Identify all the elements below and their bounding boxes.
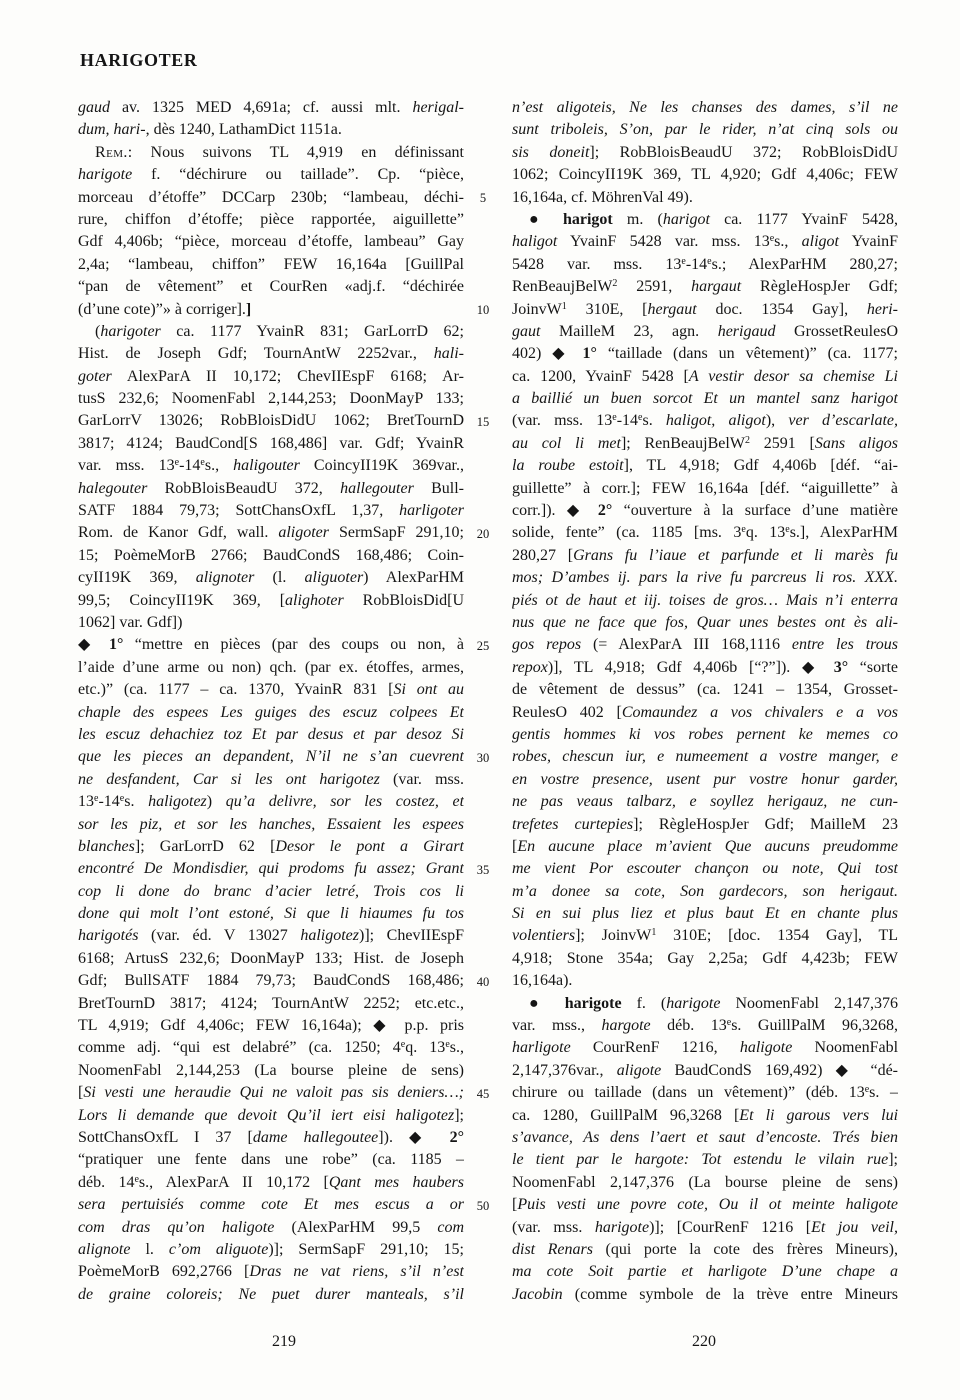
text-line: [En aucune place m’avient Que aucuns preudomme	[512, 837, 898, 855]
text-line: com dras qu’on haligote (AlexParHM 99,5 com	[78, 1218, 464, 1236]
text-line: sis doneit]; RobBloisBeaudU 372; RobBloisDidU	[512, 143, 898, 161]
text-line: NoomenFabl 2,144,253 (La bourse pleine de sens)	[78, 1061, 464, 1079]
text-line: sor les piz, et sor les hanches, Essaient les espees	[78, 815, 464, 833]
text-line: TL 4,919; Gdf 4,406c; FEW 16,164a); ◆ p.p. pris	[78, 1017, 464, 1035]
line-number: 50	[476, 1198, 490, 1213]
text-line: Hist. de Joseph Gdf; TournAntW 2252var., hali-	[78, 345, 464, 363]
text-line: dist Renars (qui porte la cote des frères Mineurs),	[512, 1240, 898, 1258]
text-line: chirure ou taillade (dans un vêtement)” (déb. 13es. –	[512, 1084, 898, 1102]
right-text-column	[512, 97, 898, 1306]
text-line: de vêtement de dessus” (ca. 1241 – 1354, Grosset-	[512, 681, 898, 699]
text-line: Jacobin (comme symbole de la trève entre Mineurs	[512, 1285, 898, 1303]
text-line: corr.]). ◆ 2° “ouverture à la surface d’une matière	[512, 502, 898, 520]
line-number: 20	[476, 526, 490, 541]
text-line: me vient Por escouter chançon ou note, Qui tost	[512, 860, 898, 878]
text-line: Gdf; BullSATF 1884 79,73; BaudCondS 168,486;	[78, 972, 464, 990]
text-line: done qui molt l’ont estoné, Si que li hiaumes fu tos	[78, 905, 464, 923]
text-line: 280,27 [Grans fu l’iaue et parfunde et li marès fu	[512, 546, 898, 564]
text-line: (var. mss. 13e-14es. haligot, aligot), ver d’escarlate,	[512, 412, 898, 430]
text-line: 3817; 4124; BaudCond[S 168,486] var. Gdf; YvainR	[78, 434, 464, 452]
text-line: chaple des espees Les guiges des escuz colpees Et	[78, 703, 464, 721]
text-line: 2,4a; “lambeau, chiffon” FEW 16,164a [GuillPal	[78, 255, 464, 273]
text-line: morceau d’étoffe” DCCarp 230b; “lambeau, déchi-	[78, 188, 464, 206]
text-line: Rom. de Kanor Gdf, wall. aligoter SermSapF 291,10;	[78, 524, 464, 542]
text-line: blanches]; GarLorrD 62 [Desor le pont a Girart	[78, 837, 464, 855]
text-line: 6168; ArtusS 232,6; DoonMayP 133; Hist. de Joseph	[78, 949, 464, 967]
text-line: a baillié un buen sorcot Et un mantel sanz harigot	[512, 390, 898, 408]
text-line: 16,164a, cf. MöhrenVal 49).	[512, 188, 693, 206]
text-line: Gdf 4,406b; “pièce, morceau d’étoffe, lambeau” Gay	[78, 233, 464, 251]
text-line: ca. 1200, YvainF 5428 [A vestir desor sa chemise Li	[512, 367, 898, 385]
text-line: gentis hommes ki vos robes pernent ke memes co	[512, 725, 898, 743]
text-line: 99,5; CoincyII19K 369, [alighoter RobBloisDid[U	[78, 591, 464, 609]
line-number: 30	[476, 750, 490, 765]
text-line: 1062] var. Gdf])	[78, 613, 183, 631]
text-line: dum, hari-, dès 1240, LathamDict 1151a.	[78, 121, 342, 139]
text-line: var. mss., hargote déb. 13es. GuillPalM 96,3268,	[512, 1017, 898, 1035]
text-line: solide, fente” (ca. 1185 [ms. 3eq. 13es.], AlexParHM	[512, 524, 898, 542]
text-line: sera pertuisiés comme cote Et mes escus a or	[78, 1196, 464, 1214]
text-line: SottChansOxfL I 37 [dame hallegoutee]). ◆ 2°	[78, 1128, 464, 1146]
text-line: ca. 1280, GuillPalM 96,3268 [Et li garous vers lui	[512, 1106, 898, 1124]
text-line: Lors li demande que devoit Qu’il iert eisi haligotez];	[78, 1106, 464, 1124]
text-line: les escuz dehachiez toz Et par desus et par desoz Si	[78, 725, 464, 743]
page-number-right: 220	[692, 1333, 716, 1350]
text-line: s’avance, As dens l’aert et saut d’encoste. Trés bien	[512, 1128, 898, 1146]
line-number: 5	[479, 190, 487, 205]
text-line: ◆ 1° “mettre en pièces (par des coups ou non, à	[78, 636, 464, 654]
text-line: SATF 1884 79,73; SottChansOxfL 1,37, harligoter	[78, 502, 464, 520]
text-line: nus que ne face que fos, Quar unes bestes ont ès ali-	[512, 613, 898, 631]
text-line: GarLorrV 13026; RobBloisDidU 1062; BretTournD	[78, 412, 464, 430]
text-line: piés ot de haut et iij. toises de gros… Mais n’i enterra	[512, 591, 898, 609]
text-line: RenBeaujBelW$^2$ 2591, hargaut RègleHospJer Gdf;	[512, 278, 898, 296]
text-line: 16,164a).	[512, 972, 573, 990]
text-line: robes, chescun iur, e numeement a vostre manger, e	[512, 748, 898, 766]
text-line: repox)], TL 4,918; Gdf 4,406b [“?”]). ◆ 3° “sorte	[512, 658, 898, 676]
text-line: NoomenFabl 2,147,376 (La bourse pleine de sens)	[512, 1173, 898, 1191]
text-line: gos repos (= AlexParA III 168,1116 entre les trous	[512, 636, 898, 654]
text-line: (var. mss. harigote)]; [CourRenF 1216 [Et jou veil,	[512, 1218, 898, 1236]
text-line: halegouter RobBloisBeaudU 372, hallegouter Bull-	[78, 479, 464, 497]
text-line: Rem.: Nous suivons TL 4,919 en définissant	[95, 143, 464, 161]
text-line: goter AlexParA II 10,172; ChevIIEspF 6168; Ar-	[78, 367, 464, 385]
text-line: gaut MailleM 23, agn. herigaud GrossetReulesO	[512, 322, 898, 340]
text-line: JoinvW$^1$ 310E, [hergaut doc. 1354 Gay], heri-	[512, 300, 898, 318]
text-line: volentiers]; JoinvW$^1$ 310E; [doc. 1354 Gay], TL	[512, 927, 898, 945]
text-line: harigote f. “déchirure ou taillade”. Cp. “pièce,	[78, 166, 464, 184]
line-number: 35	[476, 862, 490, 877]
text-line: (harigoter ca. 1177 YvainR 831; GarLorrD 62;	[95, 322, 464, 340]
text-line: 15; PoèmeMorB 2766; BaudCondS 168,486; Coin-	[78, 546, 464, 564]
text-line: la roube estoit], TL 4,918; Gdf 4,406b [déf. “ai-	[512, 457, 898, 475]
text-line: var. mss. 13e-14es., haligouter CoincyII19K 369var.,	[78, 457, 464, 475]
text-line: “pan de vêtement” et CourRen «adj.f. “déchirée	[78, 278, 464, 296]
text-line: que les pieces an depandent, N’il ne s’an cuevrent	[78, 748, 464, 766]
left-text-column	[78, 97, 464, 1306]
text-line: 13e-14es. haligotez) qu’a delivre, sor les costez, et	[78, 793, 464, 811]
text-line: encontré De Mondisdier, qui prodoms fu assez; Grant	[78, 860, 464, 878]
text-line: ne pas veaus talbarz, e soyllez herigauz, ne cun-	[512, 793, 898, 811]
text-line: [Si vesti une heraudie Qui ne valoit pas sis deniers…;	[78, 1084, 464, 1102]
text-line: ● harigot m. (harigot ca. 1177 YvainF 5428,	[529, 210, 898, 228]
line-number: 25	[476, 638, 490, 653]
line-number: 15	[476, 414, 490, 429]
text-line: harligote CourRenF 1216, haligote NoomenFabl	[512, 1039, 898, 1057]
text-line: m’a donee sa cote, Son gardecors, son herigaut.	[512, 882, 898, 900]
text-line: n’est aligoteis, Ne les chanses des dames, s’il ne	[512, 99, 898, 116]
text-line: cop li done do branc d’acier letré, Trois cos li	[78, 882, 464, 900]
text-line: BretTournD 3817; 4124; TournAntW 2252; etc.etc.,	[78, 994, 464, 1012]
text-line: PoèmeMorB 692,2766 [Dras ne vat riens, s’il n’est	[78, 1263, 464, 1281]
running-head: HARIGOTER	[80, 50, 198, 70]
text-line: 2,147,376var., aligote BaudCondS 169,492) ◆ “dé-	[512, 1061, 898, 1079]
text-line: 1062; CoincyII19K 369, TL 4,920; Gdf 4,406c; FEW	[512, 166, 898, 184]
text-line: sunt triboleis, S’on, par le rider, n’at cinq sols ou	[512, 121, 898, 139]
text-line: harigotés (var. éd. V 13027 haligotez)]; ChevIIEspF	[78, 927, 464, 945]
page-number-left: 219	[272, 1333, 296, 1350]
text-line: rure, chiffon d’étoffe; pièce rapportée, aiguillette”	[78, 210, 464, 228]
text-line: déb. 14es., AlexParA II 10,172 [Qant mes haubers	[78, 1173, 464, 1191]
text-line: en vostre presence, usent pur vostre honur garder,	[512, 770, 898, 788]
text-line: au col li met]; RenBeaujBelW$^2$ 2591 [Sans aligos	[512, 434, 898, 452]
text-line: Si en sui plus liez et plus baut Et en chante plus	[512, 905, 898, 923]
text-line: comme adj. “qui est delabré” (ca. 1250; 4eq. 13es.,	[78, 1039, 464, 1057]
text-line: ReulesO 402 [Comaundez a vos chivalers e a vos	[512, 703, 898, 721]
text-line: 5428 var. mss. 13e-14es.; AlexParHM 280,27;	[512, 255, 898, 273]
text-line: “pratiquer une fente dans une robe” (ca. 1185 –	[78, 1151, 464, 1169]
text-line: de graine coloreis; Ne puet durer manteals, s’il	[78, 1285, 464, 1303]
text-line: etc.)” (ca. 1177 – ca. 1370, YvainR 831 [Si ont au	[78, 681, 464, 699]
text-line: 402) ◆ 1° “taillade (dans un vêtement)” (ca. 1177;	[512, 345, 898, 363]
text-line: cyII19K 369, alignoter (l. aliguoter) AlexParHM	[78, 569, 464, 587]
text-line: 4,918; Stone 354a; Gay 2,25a; Gdf 4,423b; FEW	[512, 949, 898, 967]
text-line: gaud av. 1325 MED 4,691a; cf. aussi mlt. herigal-	[78, 99, 464, 116]
text-line: alignote l. c’om aliguote)]; SermSapF 291,10; 15;	[78, 1240, 464, 1258]
text-line: guillette” à corr.]; FEW 16,164a [déf. “aiguillette” à	[512, 479, 898, 497]
line-number: 45	[476, 1086, 490, 1101]
text-line: le tient par le hargote: Tot estendu le vilain rue];	[512, 1151, 898, 1169]
text-line: [Puis vesti une povre cote, Ou il ot meinte haligote	[512, 1196, 898, 1214]
text-line: haligot YvainF 5428 var. mss. 13es., aligot YvainF	[512, 233, 898, 251]
text-line: (d’une cote)”» à corriger].]	[78, 300, 252, 318]
line-number: 10	[476, 302, 490, 317]
text-line: ne desfandent, Car si les ont harigotez (var. mss.	[78, 770, 464, 788]
text-line: l’aide d’une arme ou non) qch. (par ex. étoffes, armes,	[78, 658, 464, 676]
line-number: 40	[476, 974, 490, 989]
text-line: trefetes curtepies]; RègleHospJer Gdf; MailleM 23	[512, 815, 898, 833]
text-line: mos; D’ambes ij. pars la rive fu parcreus li ros. XXX.	[512, 569, 898, 587]
text-line: ma cote Soit partie et harligote D’une chape a	[512, 1263, 898, 1281]
text-line: ● harigote f. (harigote NoomenFabl 2,147,376	[529, 994, 898, 1012]
text-line: tusS 232,6; NoomenFabl 2,144,253; DoonMayP 133;	[78, 390, 464, 408]
